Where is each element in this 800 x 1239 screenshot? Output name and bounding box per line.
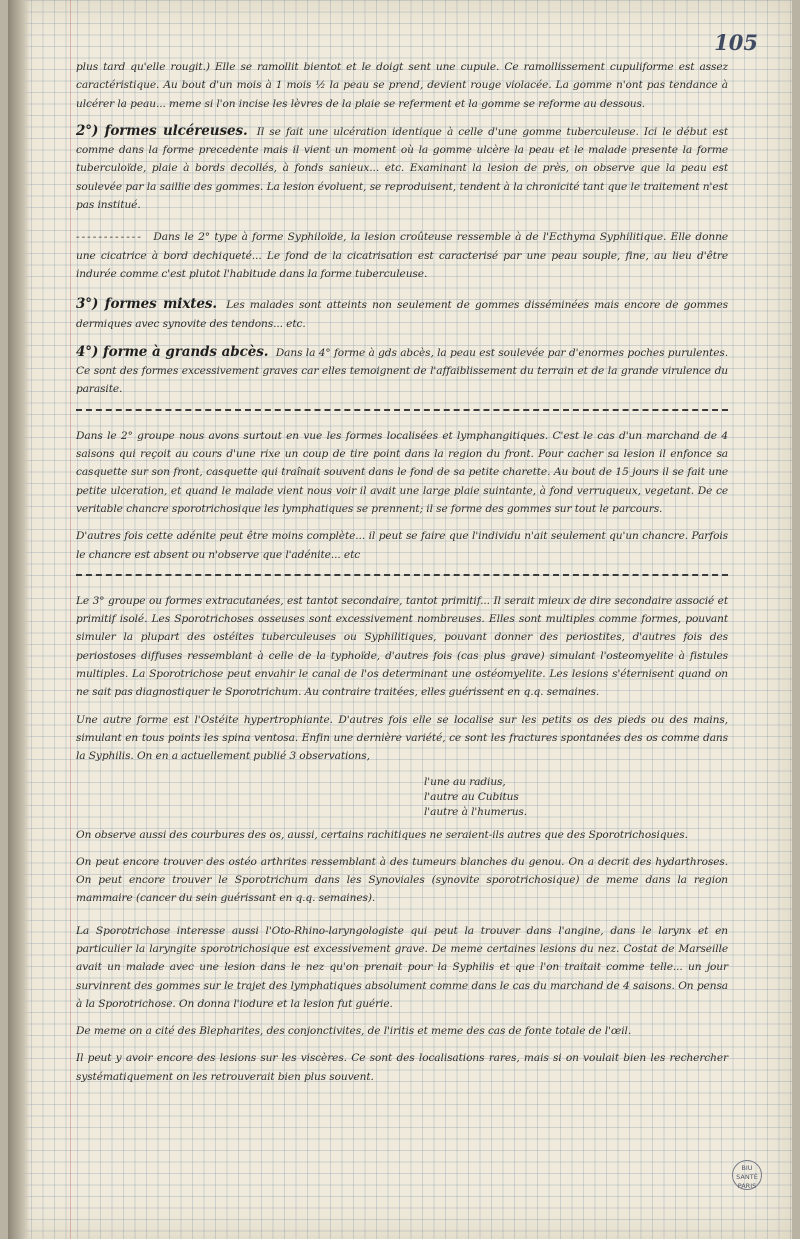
margin-line: [70, 0, 71, 1239]
paragraph-formes-mixtes: [76, 295, 728, 333]
manuscript-body: [76, 58, 728, 1095]
section-divider-1: [76, 409, 728, 411]
section-divider-2: [76, 574, 728, 576]
heading-formes-mixtes: 3°) formes mixtes.: [76, 296, 218, 313]
paragraph-grands-abces: [76, 343, 728, 399]
text-formes-mixtes: Les malades sont atteints non seulement de gommes disséminées mais encore de gommes dermiques avec synovite des tendons... etc.: [76, 299, 728, 330]
page-binding-shadow: [8, 0, 30, 1239]
notebook-page: [8, 0, 792, 1239]
paragraph-osteo-arthrites: On peut encore trouver des ostéo arthrites ressemblant à des tumeurs blanches du genou. On a decrit des hydarthroses. On peut encore trouver le Sporotrichum dans les Synoviales (synovite sporotrichosique) de meme dans la region mammaire (cancer du sein guérissant en q.q. semaines).: [76, 855, 728, 905]
page-number: 105: [714, 30, 758, 55]
paragraph-osteite-hypertrophiante: Une autre forme est l'Ostéite hypertrophiante. D'autres fois elle se localise sur les petits os des pieds ou des mains, simulant en tous points les spina ventosa. Enfin une dernière variété, ce sont les fractures spontanées des os comme dans la Syphilis. On en a actuellement publié 3 observations,: [76, 713, 728, 763]
leading-dashes: ------------: [76, 231, 143, 244]
paragraph-visceres: Il peut y avoir encore des lesions sur les viscères. Ce sont des localisations rares, mais si on voulait bien les rechercher systématiquement on les retrouverait bien plus souvent.: [76, 1052, 728, 1083]
stamp-line: SANTÉ: [736, 1173, 758, 1181]
paragraph-courbures: On observe aussi des courbures des os, aussi, certains rachitiques ne seraient-ils autres que des Sporotrichosiques.: [76, 828, 688, 841]
text-formes-ulcereuses: Il se fait une ulcération identique à celle d'une gomme tuberculeuse. Ici le début est comme dans la forme precedente mais il vient un moment où la gomme ulcère la peau et le malade presente la forme tuberculoïde, plaie à bords decollés, à fonds sanieux... etc. Examinant la lesion de près, on observe que la peau est soulevée par la saillie des gommes. La lesion évoluent, se reproduisent, tendent à la chronicité tant que le traitement n'est pas institué.: [76, 125, 728, 212]
observations-list: [424, 775, 728, 820]
paragraph-troisieme-groupe: Le 3° groupe ou formes extracutanées, est tantot secondaire, tantot primitif... Il serait mieux de dire secondaire associé et primitif isolé. Les Sporotrichoses osseuses sont excessivement nombreuses. Elles sont multiples comme formes, pouvant simuler la plupart des ostéites tuberculeuses ou Syphilitiques, pouvant donner des periostites, d'autres fois des periostoses diffuses ressemblant à celle de la typhoïde, d'autres fois (cas plus grave) simulant l'osteomyelite à fistules multiples. La Sporotrichose peut envahir le canal de l'os determinant une ostéomyelite. Les lesions s'éternisent quand on ne sait pas diagnostiquer le Sporotrichum. Au contraire traitées, elles guérissent en q.q. semaines.: [76, 594, 728, 699]
paragraph-oto-rhino: La Sporotrichose interesse aussi l'Oto-Rhino-laryngologiste qui peut la trouver dans l'angine, dans le larynx et en particulier la laryngite sporotrichosique est excessivement grave. De meme certaines lesions du nez. Costat de Marseille avait un malade avec une lesion dans le nez qu'on prenait pour la Syphilis et que l'on traitait comme telle... un jour survinrent des gommes sur le trajet des lymphatiques absolument comme dans le cas du marchand de 4 saisons. On pensa à la Sporotrichose. On donna l'iodure et la lesion fut guérie.: [76, 924, 728, 1010]
list-item: l'autre à l'humerus.: [424, 805, 528, 818]
stamp-line: PARIS: [737, 1182, 757, 1190]
paragraph-formes-ulcereuses: [76, 122, 728, 214]
heading-grands-abces: 4°) forme à grands abcès.: [76, 343, 269, 360]
paragraph-gomme-ramollissement: plus tard qu'elle rougit.) Elle se ramollit bientot et le doigt sent une cupule. Ce ramollissement cupuliforme est assez caractéristique. Au bout d'un mois à 1 mois ½ la peau se prend, devient rouge violacée. La gomme n'ont pas tendance à ulcérer la peau... meme si l'on incise les lèvres de la plaie se referment et la gomme se reforme au dessous.: [76, 61, 728, 110]
stamp-line: BIU: [741, 1164, 753, 1172]
text-type-syphiloide: Dans le 2° type à forme Syphiloïde, la lesion croûteuse ressemble à de l'Ecthyma Syphilitique. Elle donne une cicatrice à bord dechiqueté... Le fond de la cicatrisation est caracterisé par une peau souple, fine, au lieu d'être indurée comme c'est plutot l'habitude dans la forme tuberculeuse.: [76, 231, 728, 280]
library-stamp: [732, 1160, 762, 1190]
text-grands-abces: Dans la 4° forme à gds abcès, la peau est soulevée par d'enormes poches purulentes. Ce sont des formes excessivement graves car elles temoignent de l'affaiblissement du terrain et de la grande virulence du parasite.: [76, 346, 729, 396]
paragraph-blepharites: De meme on a cité des Blepharites, des conjonctivites, de l'iritis et meme des cas de fonte totale de l'œil.: [76, 1025, 632, 1038]
list-item: l'une au radius,: [424, 775, 506, 788]
paragraph-deuxieme-groupe: Dans le 2° groupe nous avons surtout en vue les formes localisées et lymphangitiques. C'est le cas d'un marchand de 4 saisons qui reçoit au cours d'une rixe un coup de tire point dans la region du front. Pour cacher sa lesion il enfonce sa casquette sur son front, casquette qui traînait souvent dans le fond de sa petite charette. Au bout de 15 jours il se fait une petite ulceration, et quand le malade vient nous voir il avait une large plaie suintante, à fond verruqueux, vegetant. De ce veritable chancre sporotrichosique les lymphatiques se prennent; il se forme des gommes sur tout le parcours.: [76, 429, 728, 515]
paragraph-adenite: D'autres fois cette adénite peut être moins complète... il peut se faire que l'individu n'ait seulement qu'un chancre. Parfois le chancre est absent ou n'observe que l'adénite... etc: [76, 530, 728, 561]
paragraph-type-syphiloide: [76, 228, 728, 283]
heading-formes-ulcereuses: 2°) formes ulcéreuses.: [76, 122, 248, 139]
list-item: l'autre au Cubitus: [424, 790, 519, 803]
